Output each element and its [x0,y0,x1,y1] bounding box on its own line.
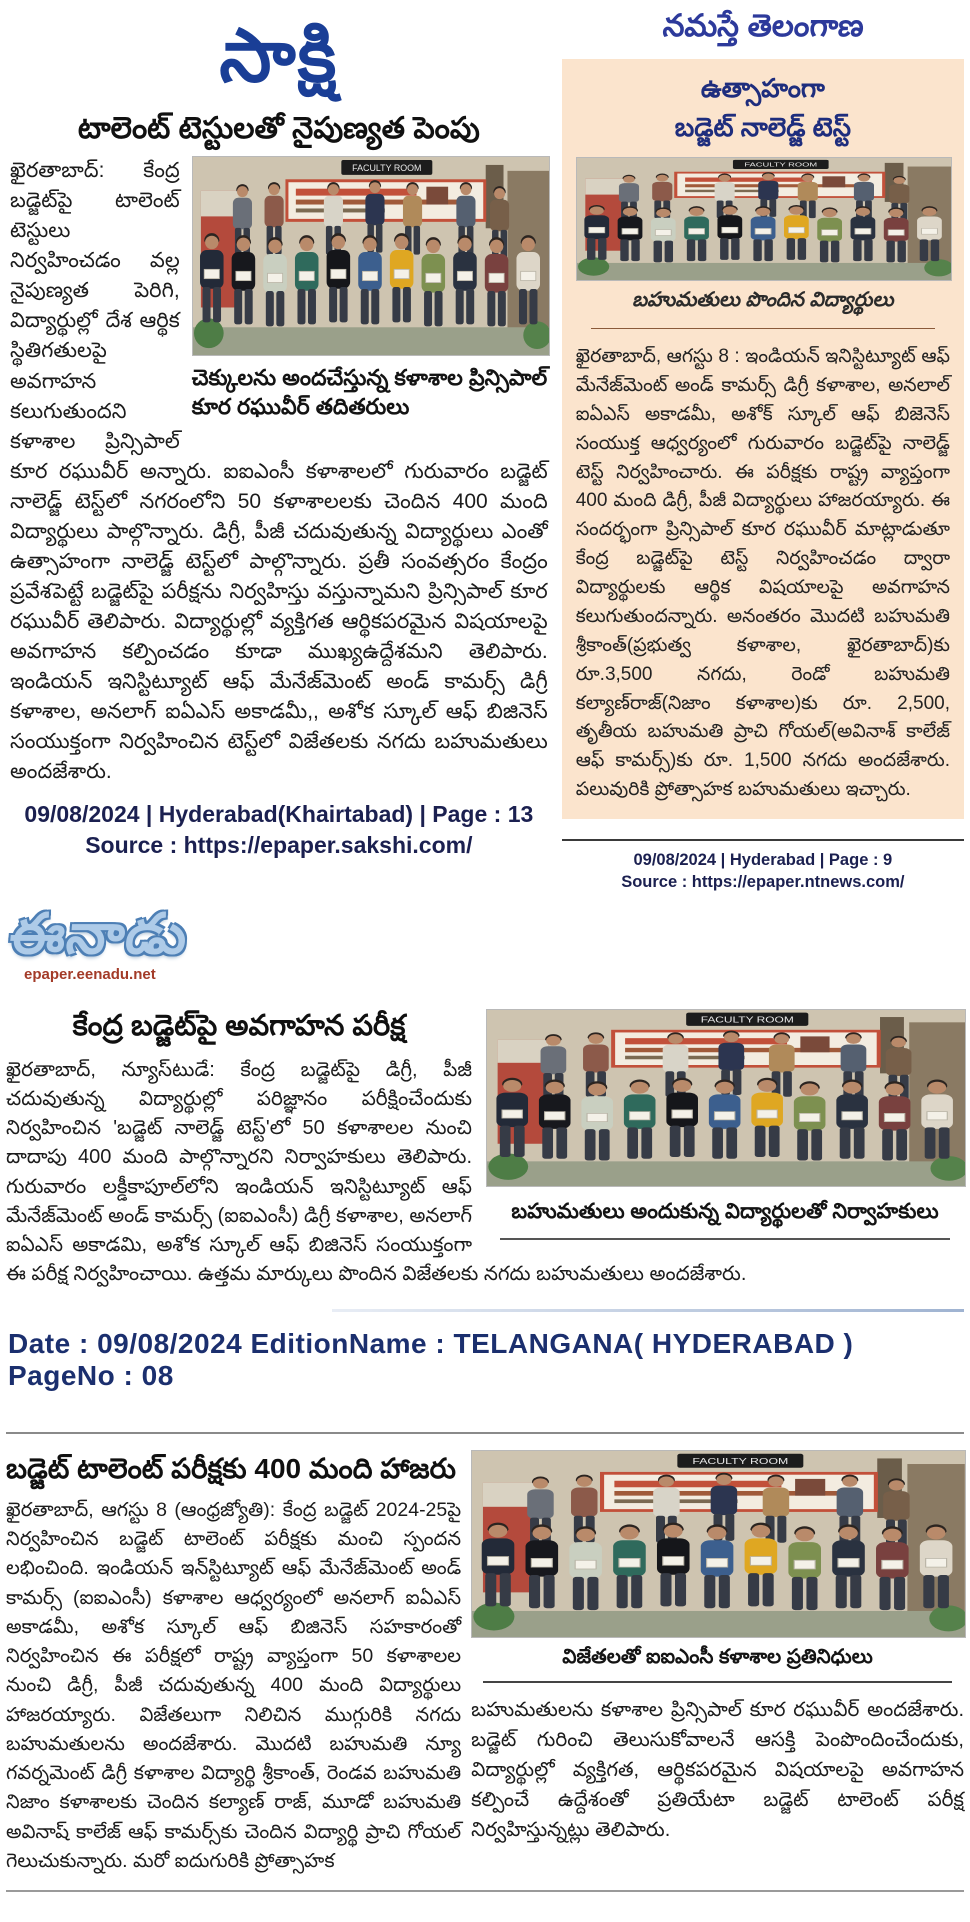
ntnews-dateline: 09/08/2024 | Hyderabad | Page : 9 [633,851,893,869]
eenadu-dateline: Date : 09/08/2024 EditionName : TELANGANA( HYDERABAD ) PageNo : 08 [8,1328,854,1392]
jyothi-caption-block [483,1646,951,1683]
bottom-rule [6,1890,964,1892]
section-divider-rule [6,1432,964,1434]
eenadu-body-text: ఖైరతాబాద్, న్యూస్‌టుడే: కేంద్ర బడ్జెట్‌పై డిగ్రీ, పీజీ చదువుతున్న విద్యార్థుల్లో పరిజ్ఞానం పరీక్షించేందుకు నిర్వహించిన 'బడ్జెట్ నాలెడ్జ్ టెస్ట్'లో 50 కళాశాలల నుంచి దాదాపు 400 మంది పాల్గొన్నారని నిర్వాహకులు తెలిపారు. గురువారం లక్డీకాపూల్‌లోని ఇండియన్ ఇనిస్టిట్యూట్ ఆఫ్ మేనేజ్‌మెంట్ అండ్ కామర్స్ (ఐఐఎంసీ) డిగ్రీ కళాశాల, అనలాగ్ ఐఏఎస్ అకాడమి, అశోక స్కూల్ ఆఫ్ బిజినెస్ సంయుక్తంగా ఈ పరీక్ష నిర్వహించాయి. ఉత్తమ మార్కులు పొందిన విజేతలకు నగదు బహుమతులు అందజేశారు. [6,1058,747,1286]
sakshi-body-text: ఖైరతాబాద్: కేంద్ర బడ్జెట్‌పై టాలెంట్ టెస్టులు నిర్వహించడం వల్ల నైపుణ్యత పెరిగి, విద్యార్థుల్లో దేశ ఆర్థిక స్థితిగతులపై అవగాహన కలుగుతుందని కళాశాల ప్రిన్సిపాల్ కూర రఘువీర్ అన్నారు. ఐఐఎంసీ కళాశాలలో గురువారం బడ్జెట్ నాలెడ్జ్ టెస్ట్‌లో నగరంలోని 50 కళాశాలలకు చెందిన 400 మంది విద్యార్థులు పాల్గొన్నారు. డిగ్రీ, పీజీ చదువుతున్న విద్యార్థులు ఎంతో ఉత్సాహంగా నాలెడ్జ్ టెస్ట్‌లో పాల్గొన్నారు. ప్రతీ సంవత్సరం కేంద్రం ప్రవేశపెట్టే బడ్జెట్‌పై పరీక్షను నిర్వహిస్తు వస్తున్నామని ప్రిన్సిపాల్ కూర రఘువీర్ తెలిపారు. విద్యార్థుల్లో వ్యక్తిగత ఆర్థికపరమైన విషయాలపై అవగాహన కల్పించడం కూడా ముఖ్యఉద్దేశమని తెలిపారు. ఇండియన్ ఇనిస్టిట్యూట్ ఆఫ్ మేనేజ్‌మెంట్ అండ్ కామర్స్ డిగ్రీ కళాశాల, అనలాగ్ ఐఏఎస్ అకాడమీ,, అశోక స్కూల్ ఆఫ్ బిజినెస్ సంయుక్తంగా నిర్వహించిన టెస్ట్‌లో విజేతలకు నగదు బహుమతులు అందజేశారు. [10,159,548,783]
ntnews-headline-line2: బడ్జెట్ నాలెడ్జ్ టెస్ట్ [674,112,851,142]
ntnews-headline-line1: ఉత్సాహంగా [700,73,825,103]
sakshi-logo: సాక్షి [219,14,339,97]
jyothi-clipping [6,1450,964,1876]
eenadu-epaper-url[interactable]: epaper.eenadu.net [24,966,156,983]
ntnews-rule [562,839,964,841]
ntnews-headline [576,69,950,147]
jyothi-headline: బడ్జెట్ టాలెంట్ పరీక్షకు 400 మంది హాజరు [6,1453,456,1485]
jyothi-body-left: ఖైరతాబాద్, ఆగస్టు 8 (ఆంధ్రజ్యోతి): కేంద్ర బడ్జెట్ 2024-25పై నిర్వహించిన బడ్జెట్ టాలెంట్ పరీక్షకు మంచి స్పందన లభించింది. ఇండియన్ ఇన్‌స్టిట్యూట్ ఆఫ్ మేనేజ్‌మెంట్ అండ్ కామర్స్ (ఐఐఎంసీ) కళాశాల ఆధ్వర్యంలో అనలాగ్ ఐఏఎస్ అకాడమీ, అశోక స్కూల్ ఆఫ్ బిజినెస్ సహకారంతో నిర్వహించిన ఈ పరీక్షలో రాష్ట్ర వ్యాప్తంగా 50 కళాశాలల నుంచి డిగ్రీ, పీజీ చదువుతున్న 400 మంది విద్యార్థులు హాజరయ్యారు. విజేతలుగా నిలిచిన ముగ్గురికి నగదు బహుమతులను అందజేశారు. మొదటి బహుమతి న్యూ గవర్నమెంట్ డిగ్రీ కళాశాల విద్యార్థి శ్రీకాంత్, రెండవ బహుమతి నిజాం కళాశాలకు చెందిన కల్యాణ్ రాజ్, మూడో బహుమతి అవినాష్ కాలేజ్ ఆఫ్ కామర్స్‌కు చెందిన విద్యార్థి ప్రాచి గోయల్ గెలుచుకున్నారు. మరో ఐదుగురికి ప్రోత్సాహక [6,1498,462,1872]
jyothi-group-photo [471,1450,966,1638]
top-row [6,6,964,892]
eenadu-caption-rule [500,1238,949,1240]
sakshi-clipping [6,6,556,892]
sakshi-photo-block [192,156,548,421]
eenadu-headline: కేంద్ర బడ్జెట్‌పై అవగాహన పరీక్ష [72,1010,406,1042]
ntnews-photo-caption: బహుమతులు పొందిన విద్యార్థులు [632,289,894,311]
ntnews-body-text: ఖైరతాబాద్, ఆగస్టు 8 : ఇండియన్ ఇనిస్టిట్యూట్ ఆఫ్ మేనేజ్‌మెంట్ అండ్ కామర్స్ డిగ్రీ కళాశాల, అనలాల్ ఐఏఎస్ అకాడమీ, అశోక్ స్కూల్ ఆఫ్ బిజెనెస్ సంయుక్త ఆధ్వర్యంలో గురువారం బడ్జెట్‌పై నాలెడ్జ్ టెస్ట్ నిర్వహించారు. ఈ పరీక్షకు రాష్ట్ర వ్యాప్తంగా 400 మంది డిగ్రీ, పీజీ విద్యార్థులు హాజరయ్యారు. ఈ సందర్భంగా ప్రిన్సిపాల్ కూర రఘువీర్ మాట్లాడుతూ కేంద్ర బడ్జెట్‌పై టెస్ట్ నిర్వహించడం ద్వారా విద్యార్థులకు ఆర్థిక విషయాలపై అవగాహన కలుగుతుందన్నారు. అనంతరం మొదటి బహుమతి శ్రీకాంత్(ప్రభుత్వ కళాశాల, ఖైరతాబాద్)కు రూ.3,500 నగదు, రెండో బహుమతి కల్యాణ్‌రాజ్(నిజాం కళాశాల)కు రూ. 2,500, తృతీయ బహుమతి ప్రాచి గోయల్(అవినాశ్ కాలేజ్ ఆఫ్ కామర్స్)కు రూ. 1,500 నగదు అందజేశారు. పలువురికి ప్రోత్సాహక బహుమతులు ఇచ్చారు. [575,346,950,801]
jyothi-body-right: బహుమతులను కళాశాల ప్రిన్సిపాల్ కూర రఘువీర్ అందజేశారు. బడ్జెట్ గురించి తెలుసుకోవాలనే ఆసక్తి పెంపొందించేందుకు, విద్యార్థుల్లో వ్యక్తిగత, ఆర్థికపరమైన విషయాలపై అవగాహన కల్పించే ఉద్దేశంతో ప్రతియేటా బడ్జెట్ టాలెంట్ పరీక్ష నిర్వహిస్తున్నట్లు తెలిపారు. [471,1699,964,1842]
ntnews-clipping [562,6,964,892]
eenadu-clipping [6,902,964,1434]
eenadu-date-rule [332,1309,964,1312]
sakshi-group-photo [192,156,550,356]
ntnews-article-box [562,59,964,819]
jyothi-right-column [471,1450,964,1876]
jyothi-photo-caption: విజేతలతో ఐఐఎంసీ కళాశాల ప్రతినిధులు [562,1646,873,1669]
eenadu-logo-block [6,902,964,983]
eenadu-group-photo [486,1009,966,1187]
eenadu-logo: ఈనాడు [7,902,191,965]
eenadu-article [6,1009,964,1289]
sakshi-article [10,156,548,786]
sakshi-dateline: 09/08/2024 | Hyderabad(Khairtabad) | Page : 13 [24,800,534,827]
sakshi-source-link[interactable]: Source : https://epaper.sakshi.com/ [85,831,473,858]
sakshi-headline: టాలెంట్ టెస్టులతో నైపుణ్యత పెంపు [77,111,480,145]
ntnews-caption-divider [591,328,935,329]
ntnews-logo: నమస్తే తెలంగాణ [661,8,865,43]
ntnews-source-link[interactable]: Source : https://epaper.ntnews.com/ [621,873,905,891]
ntnews-group-photo [576,157,952,281]
eenadu-photo-block [486,1009,964,1240]
sakshi-photo-caption: చెక్కులను అందచేస్తున్న కళాశాల ప్రిన్సిపాల్ కూర రఘువీర్ తదితరులు [191,365,548,419]
eenadu-photo-caption: బహుమతులు అందుకున్న విద్యార్థులతో నిర్వాహకులు [511,1200,939,1223]
jyothi-left-column [6,1450,471,1876]
